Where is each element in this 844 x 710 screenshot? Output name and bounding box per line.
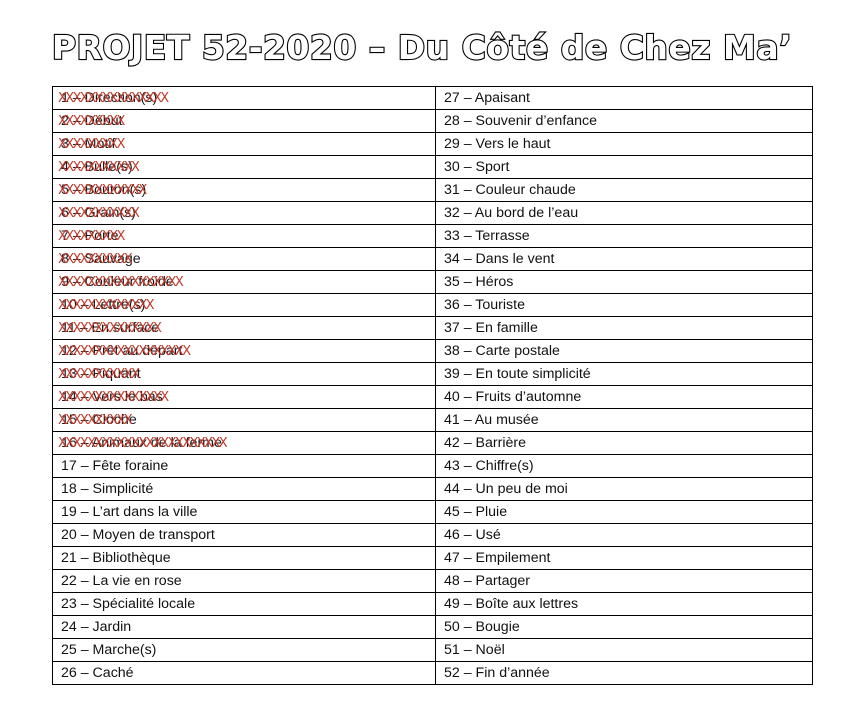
theme-cell [436,363,813,386]
theme-label: 44 – Un peu de moi [444,481,568,497]
theme-cell [53,455,436,478]
theme-cell [436,110,813,133]
theme-cell [53,570,436,593]
theme-cell [436,225,813,248]
theme-cell [53,593,436,616]
theme-label: 52 – Fin d’année [444,665,550,681]
theme-cell [436,524,813,547]
theme-label-crossed-out: 11 – En surface XXXXXXXXXXXXXX [61,317,159,339]
theme-cell [53,501,436,524]
theme-cell [436,271,813,294]
theme-label: 38 – Carte postale [444,343,560,359]
theme-cell [436,455,813,478]
theme-label: 33 – Terrasse [444,228,530,244]
table-row [53,248,813,271]
theme-label: 48 – Partager [444,573,530,589]
theme-cell [436,547,813,570]
theme-label-crossed-out: 9 – Couleur froide XXXXXXXXXXXXXXXXX [61,271,174,293]
theme-cell [53,271,436,294]
theme-label: 36 – Touriste [444,297,525,313]
theme-cell [53,87,436,110]
theme-label-crossed-out: 16 – Animaux de la ferme XXXXXXXXXXXXXXXXXXXXXXX [61,432,222,454]
theme-label: 46 – Usé [444,527,501,543]
theme-label: 21 – Bibliothèque [61,550,171,566]
table-row [53,570,813,593]
theme-cell [53,340,436,363]
theme-cell [53,179,436,202]
theme-cell [53,616,436,639]
theme-label: 29 – Vers le haut [444,136,551,152]
theme-cell [53,133,436,156]
theme-cell [436,501,813,524]
theme-cell [436,340,813,363]
theme-label: 20 – Moyen de transport [61,527,215,543]
theme-cell [53,110,436,133]
table-row [53,593,813,616]
theme-cell [436,409,813,432]
theme-cell [436,432,813,455]
theme-label: 22 – La vie en rose [61,573,182,589]
theme-label-crossed-out: 10 – Lettre(s) XXXXXXXXXXXXX [61,294,145,316]
table-row [53,478,813,501]
table-row [53,202,813,225]
theme-label-crossed-out: 4 – Bulle(s) XXXXXXXXXXX [61,156,133,178]
theme-cell [53,639,436,662]
theme-cell [53,248,436,271]
theme-label-crossed-out: 15 – Cloche XXXXXXXXXX [61,409,137,431]
theme-cell [436,662,813,685]
theme-label: 25 – Marche(s) [61,642,157,658]
theme-label-crossed-out: 14 – Vers le bas XXXXXXXXXXXXXXX [61,386,163,408]
table-row [53,386,813,409]
theme-cell [436,179,813,202]
theme-label: 42 – Barrière [444,435,527,451]
theme-cell [53,225,436,248]
theme-label: 45 – Pluie [444,504,508,520]
theme-cell [436,386,813,409]
theme-label: 40 – Fruits d’automne [444,389,582,405]
theme-label-crossed-out: 1 – Direction(s) XXXXXXXXXXXXXXX [61,87,157,109]
theme-label: 17 – Fête foraine [61,458,169,474]
theme-label: 24 – Jardin [61,619,132,635]
theme-label-crossed-out: 8 – Sauvage XXXXXXXXXX [61,248,141,270]
theme-label-crossed-out: 7 – Porte XXXXXXXXX [61,225,119,247]
theme-cell [53,432,436,455]
page-title: PROJET 52-2020 – Du Côté de Chez Ma’ [51,28,793,67]
theme-label-crossed-out: 3 – Motif XXXXXXXXX [61,133,115,155]
theme-cell [53,547,436,570]
theme-cell [53,363,436,386]
theme-cell [53,202,436,225]
theme-label: 19 – L’art dans la ville [61,504,198,520]
theme-cell [436,87,813,110]
table-row [53,179,813,202]
table-row [53,639,813,662]
table-row [53,340,813,363]
theme-label: 49 – Boîte aux lettres [444,596,579,612]
theme-cell [53,409,436,432]
theme-cell [53,317,436,340]
table-row [53,363,813,386]
theme-cell [436,478,813,501]
theme-cell [436,133,813,156]
theme-label: 51 – Noël [444,642,505,658]
theme-label-crossed-out: 12 – Prêt au départ XXXXXXXXXXXXXXXXXX [61,340,182,362]
table-row [53,524,813,547]
table-row [53,294,813,317]
theme-cell [53,294,436,317]
theme-label-crossed-out: 2 – Début XXXXXXXXX [61,110,123,132]
theme-label: 31 – Couleur chaude [444,182,576,198]
table-row [53,501,813,524]
theme-cell [436,317,813,340]
theme-cell [436,639,813,662]
theme-cell [436,202,813,225]
table-row [53,616,813,639]
theme-cell [436,248,813,271]
theme-label: 28 – Souvenir d’enfance [444,113,598,129]
table-row [53,87,813,110]
theme-cell [436,156,813,179]
theme-label: 41 – Au musée [444,412,539,428]
table-row [53,156,813,179]
table-row [53,662,813,685]
theme-label: 26 – Caché [61,665,134,681]
theme-label: 35 – Héros [444,274,514,290]
theme-label: 32 – Au bord de l’eau [444,205,579,221]
table-row [53,133,813,156]
theme-label: 18 – Simplicité [61,481,154,497]
theme-label: 39 – En toute simplicité [444,366,591,382]
theme-cell [436,570,813,593]
theme-cell [436,593,813,616]
theme-label-crossed-out: 13 – Piquant XXXXXXXXXXX [61,363,141,385]
table-row [53,317,813,340]
table-row [53,455,813,478]
table-row [53,409,813,432]
theme-cell [436,294,813,317]
theme-label: 50 – Bougie [444,619,520,635]
theme-label: 37 – En famille [444,320,538,336]
table-row [53,432,813,455]
theme-cell [436,616,813,639]
table-row [53,225,813,248]
theme-label: 34 – Dans le vent [444,251,555,267]
theme-label: 30 – Sport [444,159,510,175]
theme-cell [53,478,436,501]
table-row [53,271,813,294]
theme-cell [53,662,436,685]
table-row [53,110,813,133]
theme-cell [53,386,436,409]
theme-label: 47 – Empilement [444,550,551,566]
table-row [53,547,813,570]
theme-label-crossed-out: 5 – Bouton(s) XXXXXXXXXXXX [61,179,146,201]
theme-cell [53,524,436,547]
theme-label: 27 – Apaisant [444,90,530,106]
theme-label: 23 – Spécialité locale [61,596,196,612]
theme-label-crossed-out: 6 – Grain(s) XXXXXXXXXXX [61,202,136,224]
themes-table [52,86,813,685]
theme-cell [53,156,436,179]
theme-label: 43 – Chiffre(s) [444,458,534,474]
